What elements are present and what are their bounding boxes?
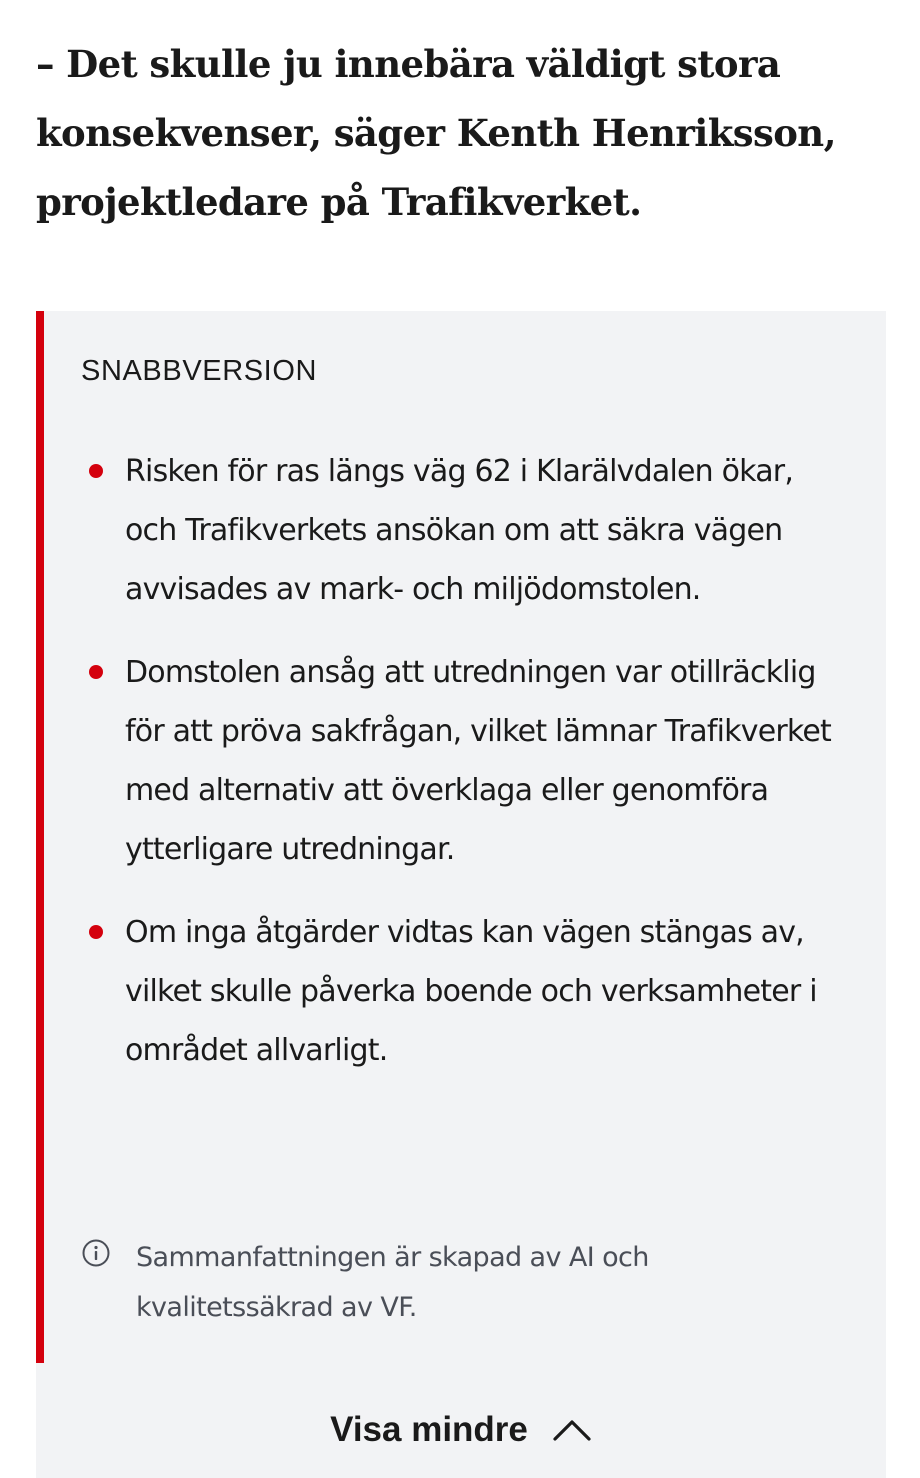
summary-bullet-item (81, 903, 841, 1080)
bullet-dot-icon (89, 925, 103, 939)
summary-bullet-text: Om inga åtgärder vidtas kan vägen stängas av, vilket skulle påverka boende och verksamheter i området allvarligt. (125, 915, 817, 1068)
summary-bullet-text: Risken för ras längs väg 62 i Klarälvdalen ökar, och Trafikverkets ansökan om att säkra vägen avvisades av mark- och miljödomstolen. (125, 454, 794, 607)
show-less-label: Visa mindre (330, 1410, 528, 1449)
ai-disclaimer-text: Sammanfattningen är skapad av AI och kvalitetssäkrad av VF. (136, 1242, 649, 1323)
summary-bullet-item (81, 442, 841, 619)
quick-summary-box (36, 311, 886, 1478)
chevron-up-icon (552, 1418, 592, 1442)
summary-heading: SNABBVERSION (81, 355, 318, 387)
bullet-dot-icon (89, 464, 103, 478)
bullet-dot-icon (89, 665, 103, 679)
ai-disclaimer (82, 1233, 782, 1333)
summary-bullet-item (81, 643, 841, 879)
summary-bullet-text: Domstolen ansåg att utredningen var otillräcklig för att pröva sakfrågan, vilket lämnar Trafikverket med alternativ att överklaga eller genomföra ytterligare utredningar. (125, 655, 832, 867)
article-quote: – Det skulle ju innebära väldigt stora konsekvenser, säger Kenth Henriksson, projektledare på Trafikverket. (36, 42, 836, 224)
info-icon (82, 1239, 110, 1267)
summary-bullet-list (81, 442, 841, 1104)
summary-accent-bar (36, 311, 44, 1363)
show-less-button[interactable] (36, 1399, 886, 1461)
